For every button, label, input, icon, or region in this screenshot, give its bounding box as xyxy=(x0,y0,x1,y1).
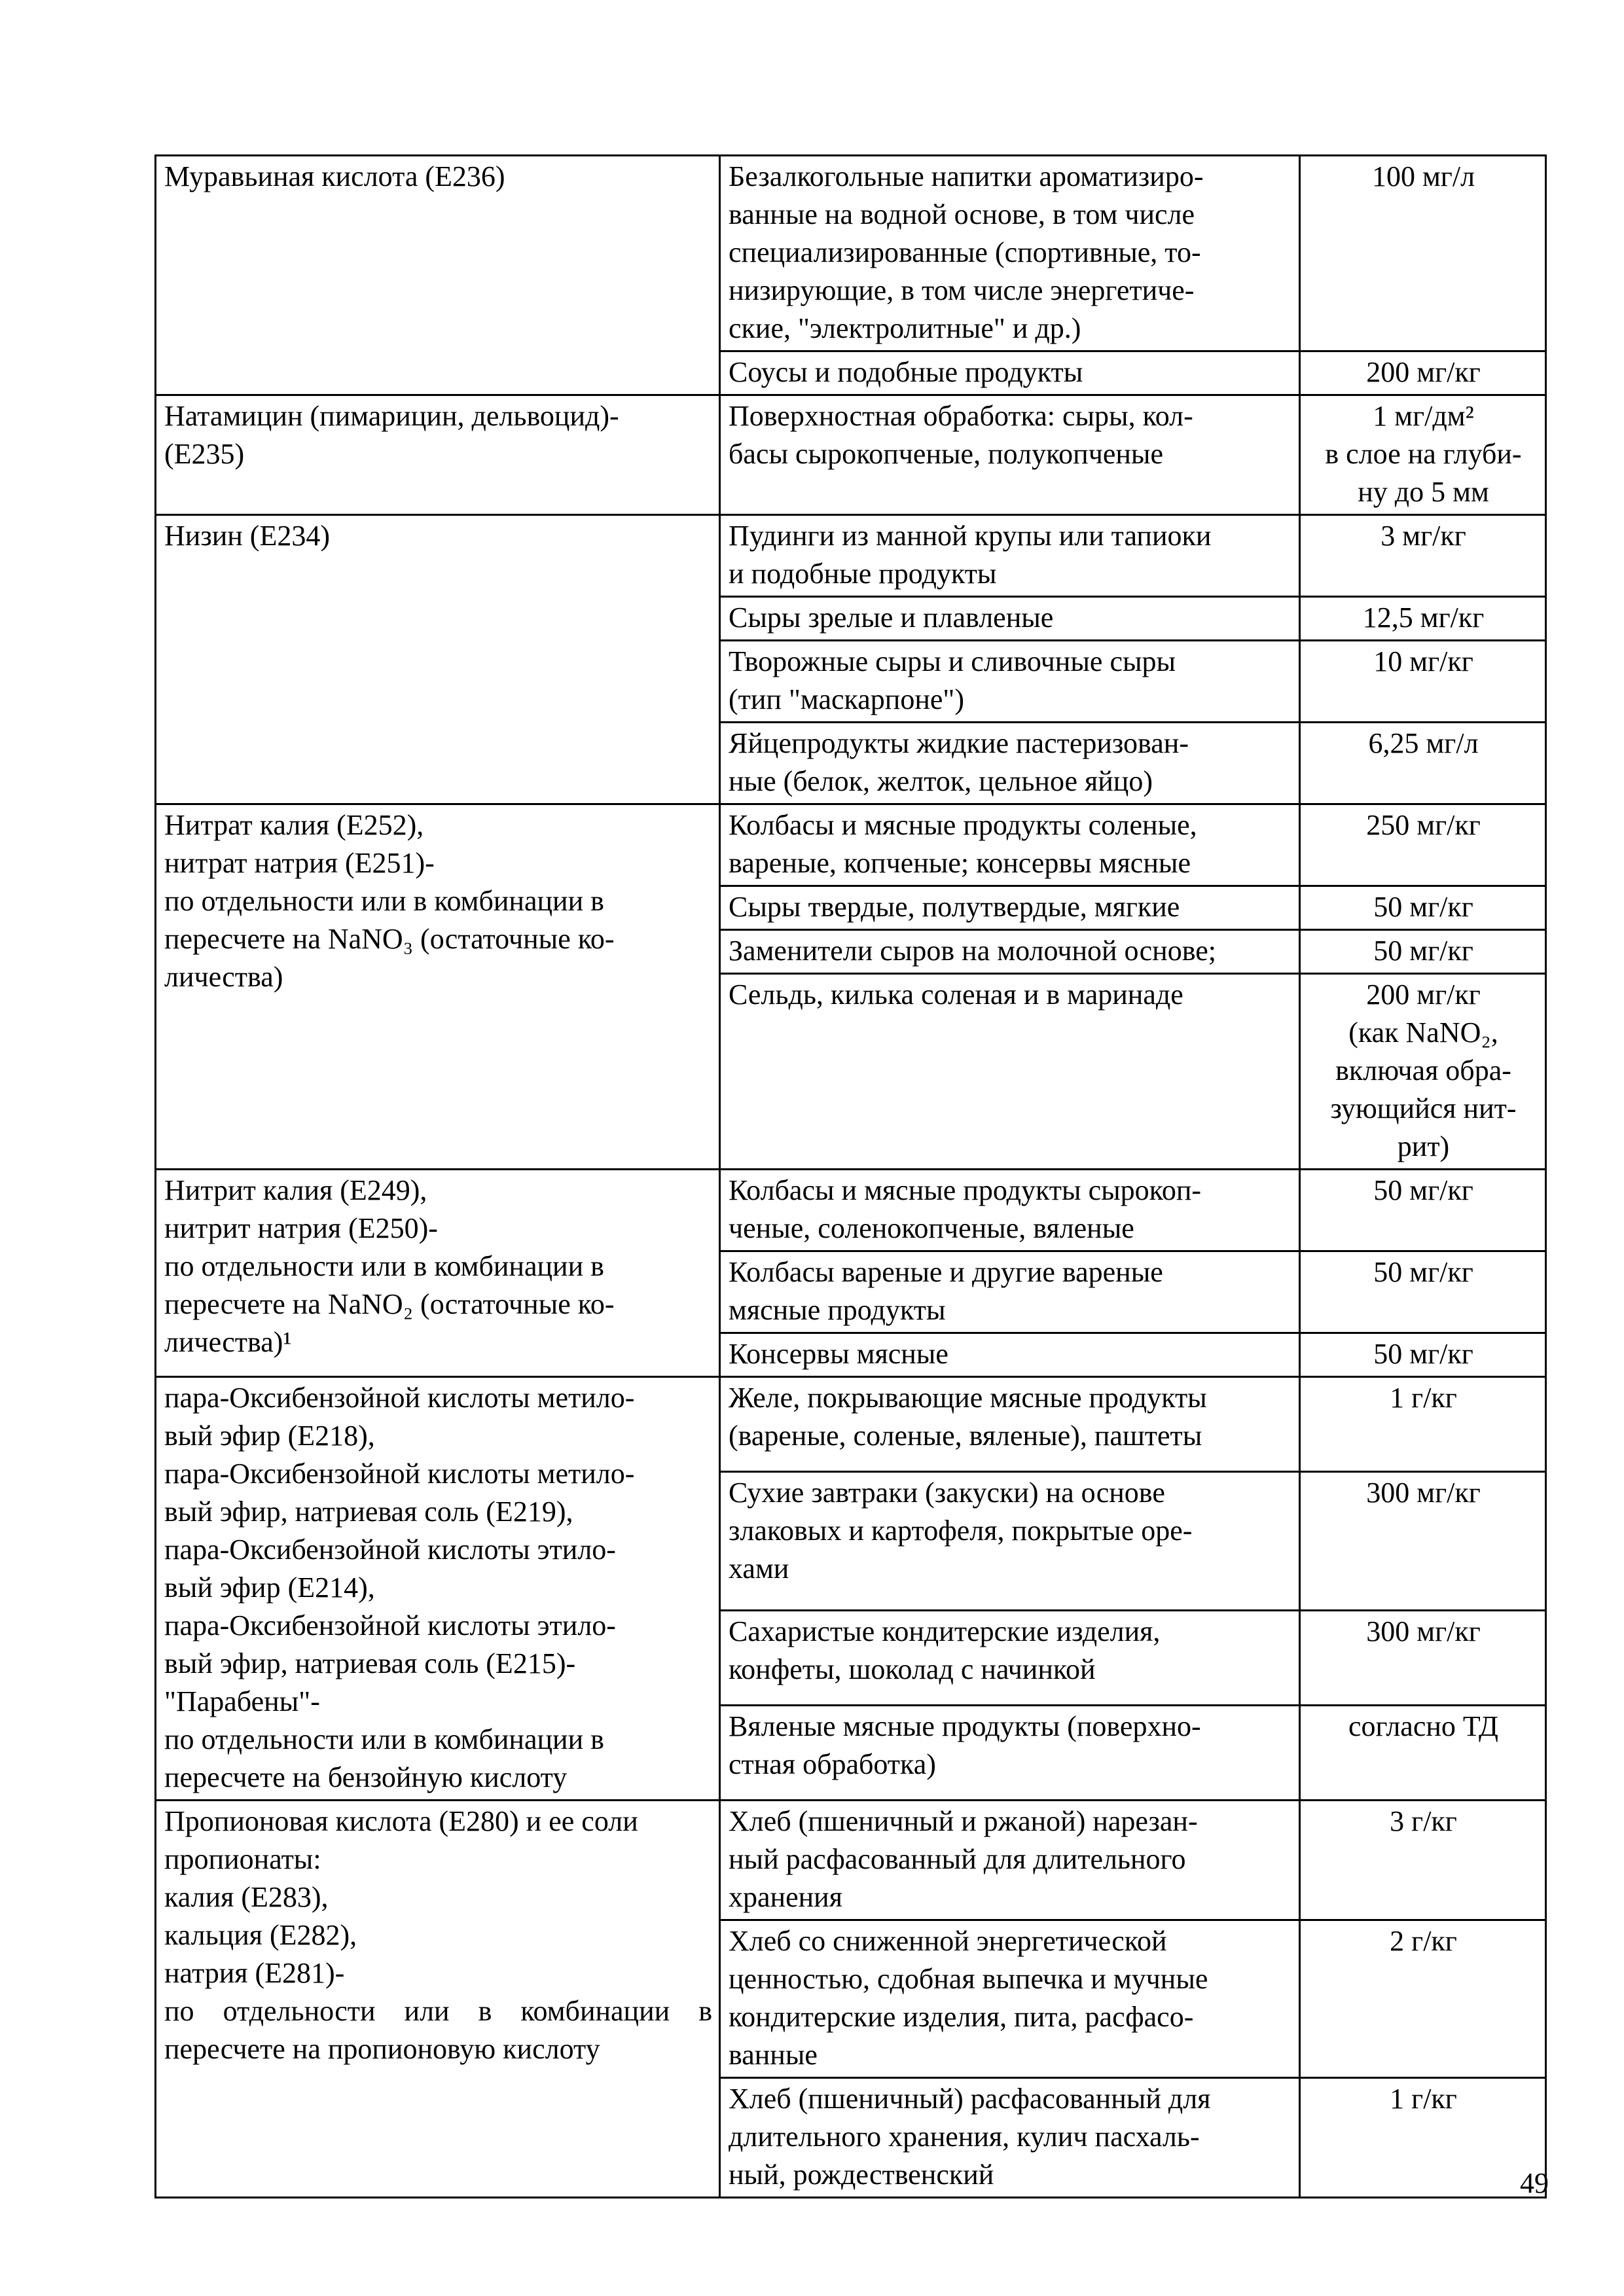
limit-value-cell xyxy=(1300,641,1546,723)
limit-value-cell xyxy=(1300,2078,1546,2198)
cell-text-line: 50 мг/кг xyxy=(1373,1338,1473,1370)
cell-text-line: ченые, соленокопченые, вяленые xyxy=(729,1212,1134,1244)
limit-value-cell xyxy=(1300,723,1546,804)
cell-text-line: 3 мг/кг xyxy=(1380,520,1466,552)
cell-text-line: длительного хранения, кулич пасхаль- xyxy=(729,2121,1200,2153)
cell-text-line: кондитерские изделия, пита, расфасо- xyxy=(729,2001,1194,2033)
cell-text-line: 50 мг/кг xyxy=(1373,1174,1473,1206)
cell-text-line: Желе, покрывающие мясные продукты xyxy=(729,1382,1207,1414)
cell-text-line: рит) xyxy=(1397,1130,1450,1162)
limit-value-cell xyxy=(1300,351,1546,395)
cell-text-line: ские, "электролитные" и др.) xyxy=(729,312,1081,344)
cell-text-line: хами xyxy=(729,1552,789,1585)
cell-text-line: пара-Оксибензойной кислоты этило- xyxy=(164,1534,616,1566)
table-row xyxy=(156,156,1546,351)
limit-value-cell xyxy=(1300,1706,1546,1801)
cell-text-line: Хлеб (пшеничный) расфасованный для xyxy=(729,2083,1211,2115)
cell-text-line: (тип "маскарпоне") xyxy=(729,683,965,715)
cell-text-line: нитрит натрия (Е250)- xyxy=(164,1212,438,1244)
product-cell xyxy=(720,1170,1300,1251)
cell-text-line: басы сырокопченые, полукопченые xyxy=(729,438,1163,470)
cell-text-line: по отдельности или в комбинации в xyxy=(164,1250,604,1282)
cell-text-line: 200 мг/кг xyxy=(1366,978,1481,1011)
cell-text-line: мясные продукты xyxy=(729,1294,946,1326)
cell-text-line: 50 мг/кг xyxy=(1373,1256,1473,1288)
cell-text-line: Сахаристые кондитерские изделия, xyxy=(729,1615,1161,1648)
cell-text-line: нитрат натрия (Е251)- xyxy=(164,847,435,879)
cell-text-line: специализированные (спортивные, то- xyxy=(729,236,1201,268)
cell-text-line: вареные, копченые; консервы мясные xyxy=(729,847,1191,879)
cell-text-line: натрия (Е281)- xyxy=(164,1957,345,1989)
cell-text-line: Хлеб (пшеничный и ржаной) нарезан- xyxy=(729,1805,1198,1837)
cell-text-line: личества)¹ xyxy=(164,1326,292,1358)
cell-text-line: Соусы и подобные продукты xyxy=(729,356,1083,388)
cell-text-line: по отдельности или в комбинации в xyxy=(164,1723,604,1755)
cell-text-line: (Е235) xyxy=(164,438,245,470)
substance-cell xyxy=(156,1170,720,1377)
product-cell xyxy=(720,597,1300,641)
product-cell xyxy=(720,395,1300,515)
cell-text-line: (вареные, соленые, вяленые), паштеты xyxy=(729,1420,1202,1452)
product-cell xyxy=(720,351,1300,395)
limit-value-cell xyxy=(1300,156,1546,351)
cell-text-line: в слое на глуби- xyxy=(1325,438,1522,470)
product-cell xyxy=(720,930,1300,974)
cell-text-line: вый эфир, натриевая соль (Е215)- xyxy=(164,1647,576,1679)
cell-text-line: ценностью, сдобная выпечка и мучные xyxy=(729,1963,1208,1995)
cell-text-line: Сыры твердые, полутвердые, мягкие xyxy=(729,891,1180,923)
cell-text-line: Пудинги из манной крупы или тапиоки xyxy=(729,520,1212,552)
table-row xyxy=(156,804,1546,886)
cell-text-line: 6,25 мг/л xyxy=(1368,727,1479,759)
product-cell xyxy=(720,156,1300,351)
limit-value-cell xyxy=(1300,1251,1546,1333)
cell-text-line: "Парабены"- xyxy=(164,1685,320,1717)
cell-text-line: вый эфир, натриевая соль (Е219), xyxy=(164,1496,573,1528)
cell-text-line: калия (Е283), xyxy=(164,1881,329,1913)
cell-text-line: 2 г/кг xyxy=(1390,1925,1457,1957)
cell-text-line: 3 г/кг xyxy=(1390,1805,1457,1837)
cell-text-line: личества) xyxy=(164,961,283,993)
cell-text-line: Колбасы и мясные продукты сырокоп- xyxy=(729,1174,1202,1206)
limit-value-cell xyxy=(1300,1333,1546,1377)
product-cell xyxy=(720,2078,1300,2198)
product-cell xyxy=(720,974,1300,1170)
cell-text-line: 12,5 мг/кг xyxy=(1362,601,1485,634)
cell-text-line: по отдельности или в комбинации в xyxy=(164,885,604,917)
cell-text-line: стная обработка) xyxy=(729,1748,936,1781)
cell-text-line: Нитрат калия (Е252), xyxy=(164,809,424,841)
table-row xyxy=(156,395,1546,515)
product-cell xyxy=(720,641,1300,723)
product-cell xyxy=(720,1801,1300,1920)
product-cell xyxy=(720,1251,1300,1333)
cell-text-line: 100 мг/л xyxy=(1371,160,1475,192)
cell-text-line: Натамицин (пимарицин, дельвоцид)- xyxy=(164,400,619,432)
product-cell xyxy=(720,515,1300,597)
cell-text-line: Яйцепродукты жидкие пастеризован- xyxy=(729,727,1189,759)
cell-text-line: Вяленые мясные продукты (поверхно- xyxy=(729,1710,1201,1743)
cell-text-line: 1 г/кг xyxy=(1390,2083,1457,2115)
table-row xyxy=(156,1170,1546,1251)
cell-text-line: Сыры зрелые и плавленые xyxy=(729,601,1054,634)
cell-text-line: Колбасы вареные и другие вареные xyxy=(729,1256,1163,1288)
cell-text-line: 50 мг/кг xyxy=(1373,935,1473,967)
limit-value-cell xyxy=(1300,1170,1546,1251)
cell-text-line: Колбасы и мясные продукты соленые, xyxy=(729,809,1197,841)
cell-text-line: пересчете на бензойную кислоту xyxy=(164,1761,568,1793)
cell-text-line: согласно ТД xyxy=(1348,1710,1499,1743)
cell-text-line: хранения xyxy=(729,1881,842,1913)
limit-value-cell xyxy=(1300,515,1546,597)
cell-text-line: Консервы мясные xyxy=(729,1338,948,1370)
cell-text-line: кальция (Е282), xyxy=(164,1919,357,1951)
limit-value-cell xyxy=(1300,1377,1546,1472)
product-cell xyxy=(720,1333,1300,1377)
cell-text-line: низирующие, в том числе энергетиче- xyxy=(729,274,1195,306)
cell-text-line: Низин (Е234) xyxy=(164,520,330,552)
limit-value-cell xyxy=(1300,886,1546,930)
cell-text-line: ванные на водной основе, в том числе xyxy=(729,198,1195,230)
cell-text-line: Заменители сыров на молочной основе; xyxy=(729,935,1216,967)
cell-text-line: 50 мг/кг xyxy=(1373,891,1473,923)
cell-text-line: пересчете на пропионовую кислоту xyxy=(164,2033,600,2065)
substance-cell xyxy=(156,804,720,1170)
cell-text-line: 1 г/кг xyxy=(1390,1382,1457,1414)
limit-value-cell xyxy=(1300,1920,1546,2078)
cell-text-line: (как NaNO₂, xyxy=(1348,1016,1498,1049)
cell-text-line: ну до 5 мм xyxy=(1358,476,1489,508)
cell-text-line: Поверхностная обработка: сыры, кол- xyxy=(729,400,1193,432)
additives-table xyxy=(154,154,1547,2198)
cell-text-line: вый эфир (Е218), xyxy=(164,1420,375,1452)
product-cell xyxy=(720,1706,1300,1801)
limit-value-cell xyxy=(1300,974,1546,1170)
cell-text-line: ные (белок, желток, цельное яйцо) xyxy=(729,765,1153,797)
cell-text-line: Сельдь, килька соленая и в маринаде xyxy=(729,978,1183,1011)
limit-value-cell xyxy=(1300,1471,1546,1610)
substance-cell xyxy=(156,1801,720,2198)
product-cell xyxy=(720,886,1300,930)
cell-text-line: Безалкогольные напитки ароматизиро- xyxy=(729,160,1204,192)
cell-text-line: пропионаты: xyxy=(164,1843,321,1875)
cell-text-line: Пропионовая кислота (Е280) и ее соли xyxy=(164,1805,638,1837)
limit-value-cell xyxy=(1300,395,1546,515)
product-cell xyxy=(720,1377,1300,1472)
product-cell xyxy=(720,1611,1300,1706)
product-cell xyxy=(720,1471,1300,1610)
cell-text-line: Творожные сыры и сливочные сыры xyxy=(729,645,1176,677)
substance-cell xyxy=(156,156,720,395)
table-row xyxy=(156,515,1546,597)
cell-text-line: вый эфир (Е214), xyxy=(164,1571,375,1604)
cell-text-line: пара-Оксибензойной кислоты метило- xyxy=(164,1458,635,1490)
cell-text-line: пересчете на NaNO₂ (остаточные ко- xyxy=(164,1288,615,1320)
table-row xyxy=(156,1801,1546,1920)
cell-text-line: включая обра- xyxy=(1335,1054,1511,1086)
cell-text-line: Нитрит калия (Е249), xyxy=(164,1174,427,1206)
substance-cell xyxy=(156,1377,720,1801)
cell-text-line: ный расфасованный для длительного xyxy=(729,1843,1186,1875)
limit-value-cell xyxy=(1300,1611,1546,1706)
cell-text-line: 300 мг/кг xyxy=(1366,1615,1481,1648)
table-body xyxy=(156,156,1546,2198)
table-row xyxy=(156,1377,1546,1472)
cell-text-line: зующийся нит- xyxy=(1330,1092,1517,1124)
limit-value-cell xyxy=(1300,1801,1546,1920)
cell-text-line: пара-Оксибензойной кислоты этило- xyxy=(164,1609,616,1641)
cell-text-line: пара-Оксибензойной кислоты метило- xyxy=(164,1382,635,1414)
cell-text-line: 250 мг/кг xyxy=(1366,809,1481,841)
cell-text-line: Муравьиная кислота (Е236) xyxy=(164,160,505,192)
substance-cell xyxy=(156,515,720,804)
product-cell xyxy=(720,1920,1300,2078)
limit-value-cell xyxy=(1300,597,1546,641)
cell-text-line: по отдельности или в комбинации в xyxy=(164,1995,712,2027)
product-cell xyxy=(720,804,1300,886)
product-cell xyxy=(720,723,1300,804)
cell-text-line: и подобные продукты xyxy=(729,558,997,590)
cell-text-line: ный, рождественский xyxy=(729,2159,994,2191)
cell-text-line: конфеты, шоколад с начинкой xyxy=(729,1653,1096,1686)
substance-cell xyxy=(156,395,720,515)
cell-text-line: злаковых и картофеля, покрытые оре- xyxy=(729,1514,1193,1547)
cell-text-line: пересчете на NaNO₃ (остаточные ко- xyxy=(164,923,615,955)
cell-text-line: ванные xyxy=(729,2039,818,2071)
cell-text-line: 10 мг/кг xyxy=(1373,645,1473,677)
cell-text-line: Сухие завтраки (закуски) на основе xyxy=(729,1476,1165,1509)
cell-text-line: 1 мг/дм² xyxy=(1373,400,1474,432)
limit-value-cell xyxy=(1300,804,1546,886)
cell-text-line: 300 мг/кг xyxy=(1366,1476,1481,1509)
page-number: 49 xyxy=(1520,2167,1549,2199)
cell-text-line: 200 мг/кг xyxy=(1366,356,1481,388)
limit-value-cell xyxy=(1300,930,1546,974)
cell-text-line: Хлеб со сниженной энергетической xyxy=(729,1925,1167,1957)
